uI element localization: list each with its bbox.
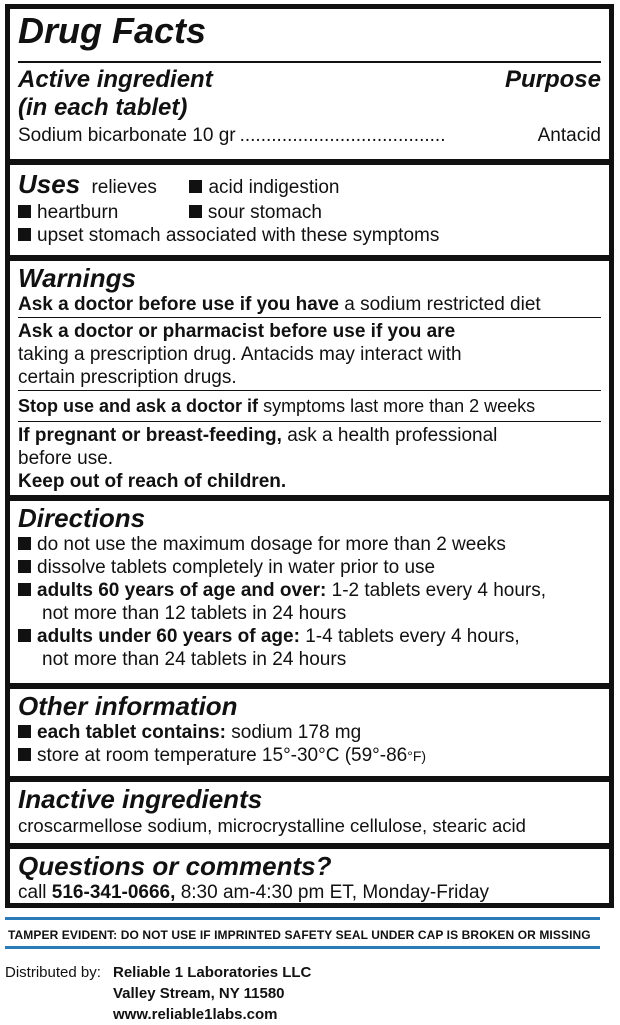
inactive-ingredients-section [18, 784, 601, 837]
warning-divider [18, 317, 601, 318]
other-item: store at room temperature 15°-30°C (59°-86 [37, 745, 408, 766]
bullet-icon [18, 560, 31, 573]
bullet-icon [18, 228, 31, 241]
warning-bold: Ask a doctor before use if you have [18, 294, 339, 315]
warning-text: taking a prescription drug. Antacids may interact with [18, 344, 462, 365]
direction-item: dissolve tablets completely in water prior to use [37, 557, 436, 578]
warning-pharmacist-block [18, 320, 601, 389]
active-ingredient-section [18, 66, 601, 147]
title-divider [18, 61, 601, 63]
bullet-icon [189, 205, 202, 218]
inactive-ingredients-text: croscarmellose sodium, microcrystalline cellulose, stearic acid [18, 815, 526, 836]
direction-item: not more than 12 tablets in 24 hours [42, 603, 347, 624]
leader-dots: ....................................... [239, 125, 446, 146]
distributor-name: Reliable 1 Laboratories LLC [113, 964, 312, 981]
uses-section [18, 169, 601, 247]
bullet-icon [189, 180, 202, 193]
section-divider [10, 159, 609, 165]
phone-number: 516-341-0666, [51, 882, 176, 903]
drug-facts-panel [5, 4, 614, 908]
warning-text: before use. [18, 448, 114, 469]
distributor-website: www.reliable1labs.com [113, 1006, 278, 1023]
uses-item: upset stomach associated with these symptoms [37, 225, 440, 246]
warnings-section [18, 263, 601, 316]
uses-item: heartburn [37, 202, 119, 223]
warning-text: certain prescription drugs. [18, 367, 237, 388]
direction-item: not more than 24 tablets in 24 hours [42, 649, 347, 670]
bullet-icon [18, 583, 31, 596]
section-divider [10, 776, 609, 782]
other-unit: °F) [407, 748, 427, 764]
uses-item: acid indigestion [208, 177, 340, 198]
direction-item: 1-4 tablets every 4 hours, [305, 626, 520, 647]
other-bold: each tablet contains: [37, 722, 226, 743]
drug-facts-title-block [18, 11, 601, 51]
warning-bold: If pregnant or breast-feeding, [18, 425, 282, 446]
uses-item: sour stomach [207, 202, 322, 223]
other-information-section [18, 691, 601, 768]
section-divider [10, 495, 609, 501]
section-divider [10, 683, 609, 689]
distributor-address: Valley Stream, NY 11580 [113, 985, 285, 1002]
purpose-heading: Purpose [504, 66, 601, 93]
contact-hours: 8:30 am-4:30 pm ET, Monday-Friday [180, 882, 490, 903]
direction-item: do not use the maximum dosage for more than 2 weeks [37, 534, 506, 555]
bullet-icon [18, 629, 31, 642]
warning-text: a sodium restricted diet [344, 294, 541, 315]
uses-heading: Uses [18, 169, 81, 199]
distributed-by-label: Distributed by: [5, 964, 101, 981]
section-divider [10, 843, 609, 849]
keep-away-warning: Keep out of reach of children. [18, 471, 287, 492]
direction-bold: adults 60 years of age and over: [37, 580, 327, 601]
call-label: call [18, 882, 47, 903]
bullet-icon [18, 205, 31, 218]
bullet-icon [18, 748, 31, 761]
directions-section [18, 503, 601, 671]
questions-section [18, 851, 601, 904]
bullet-icon [18, 725, 31, 738]
warning-stop-use-block [18, 395, 601, 418]
active-ingredient-subheading: (in each tablet) [18, 94, 188, 121]
ingredient-name: Sodium bicarbonate 10 gr [18, 125, 236, 146]
uses-intro: relieves [91, 177, 157, 198]
warning-text: symptoms last more than 2 weeks [263, 396, 536, 416]
questions-heading: Questions or comments? [18, 851, 332, 881]
blue-rule-bottom [5, 946, 600, 949]
inactive-ingredients-heading: Inactive ingredients [18, 784, 263, 814]
page-title: Drug Facts [18, 10, 207, 51]
ingredient-purpose: Antacid [537, 125, 601, 146]
section-divider [10, 255, 609, 261]
blue-rule-top [5, 917, 600, 920]
warning-divider [18, 421, 601, 422]
tamper-evident-notice: TAMPER EVIDENT: DO NOT USE IF IMPRINTED SAFETY SEAL UNDER CAP IS BROKEN OR MISSING [8, 928, 591, 942]
warning-text: ask a health professional [287, 425, 498, 446]
direction-bold: adults under 60 years of age: [37, 626, 300, 647]
warning-pregnant-block [18, 424, 601, 493]
directions-heading: Directions [18, 503, 146, 533]
direction-item: 1-2 tablets every 4 hours, [331, 580, 547, 601]
active-ingredient-heading: Active ingredient [18, 66, 213, 93]
warning-bold: Ask a doctor or pharmacist before use if you are [18, 321, 456, 342]
warning-divider [18, 390, 601, 391]
bullet-icon [18, 537, 31, 550]
distributor-block [5, 962, 311, 1025]
warnings-heading: Warnings [18, 263, 136, 293]
other-information-heading: Other information [18, 691, 238, 721]
other-item: sodium 178 mg [231, 722, 362, 743]
warning-bold: Stop use and ask a doctor if [18, 396, 259, 416]
